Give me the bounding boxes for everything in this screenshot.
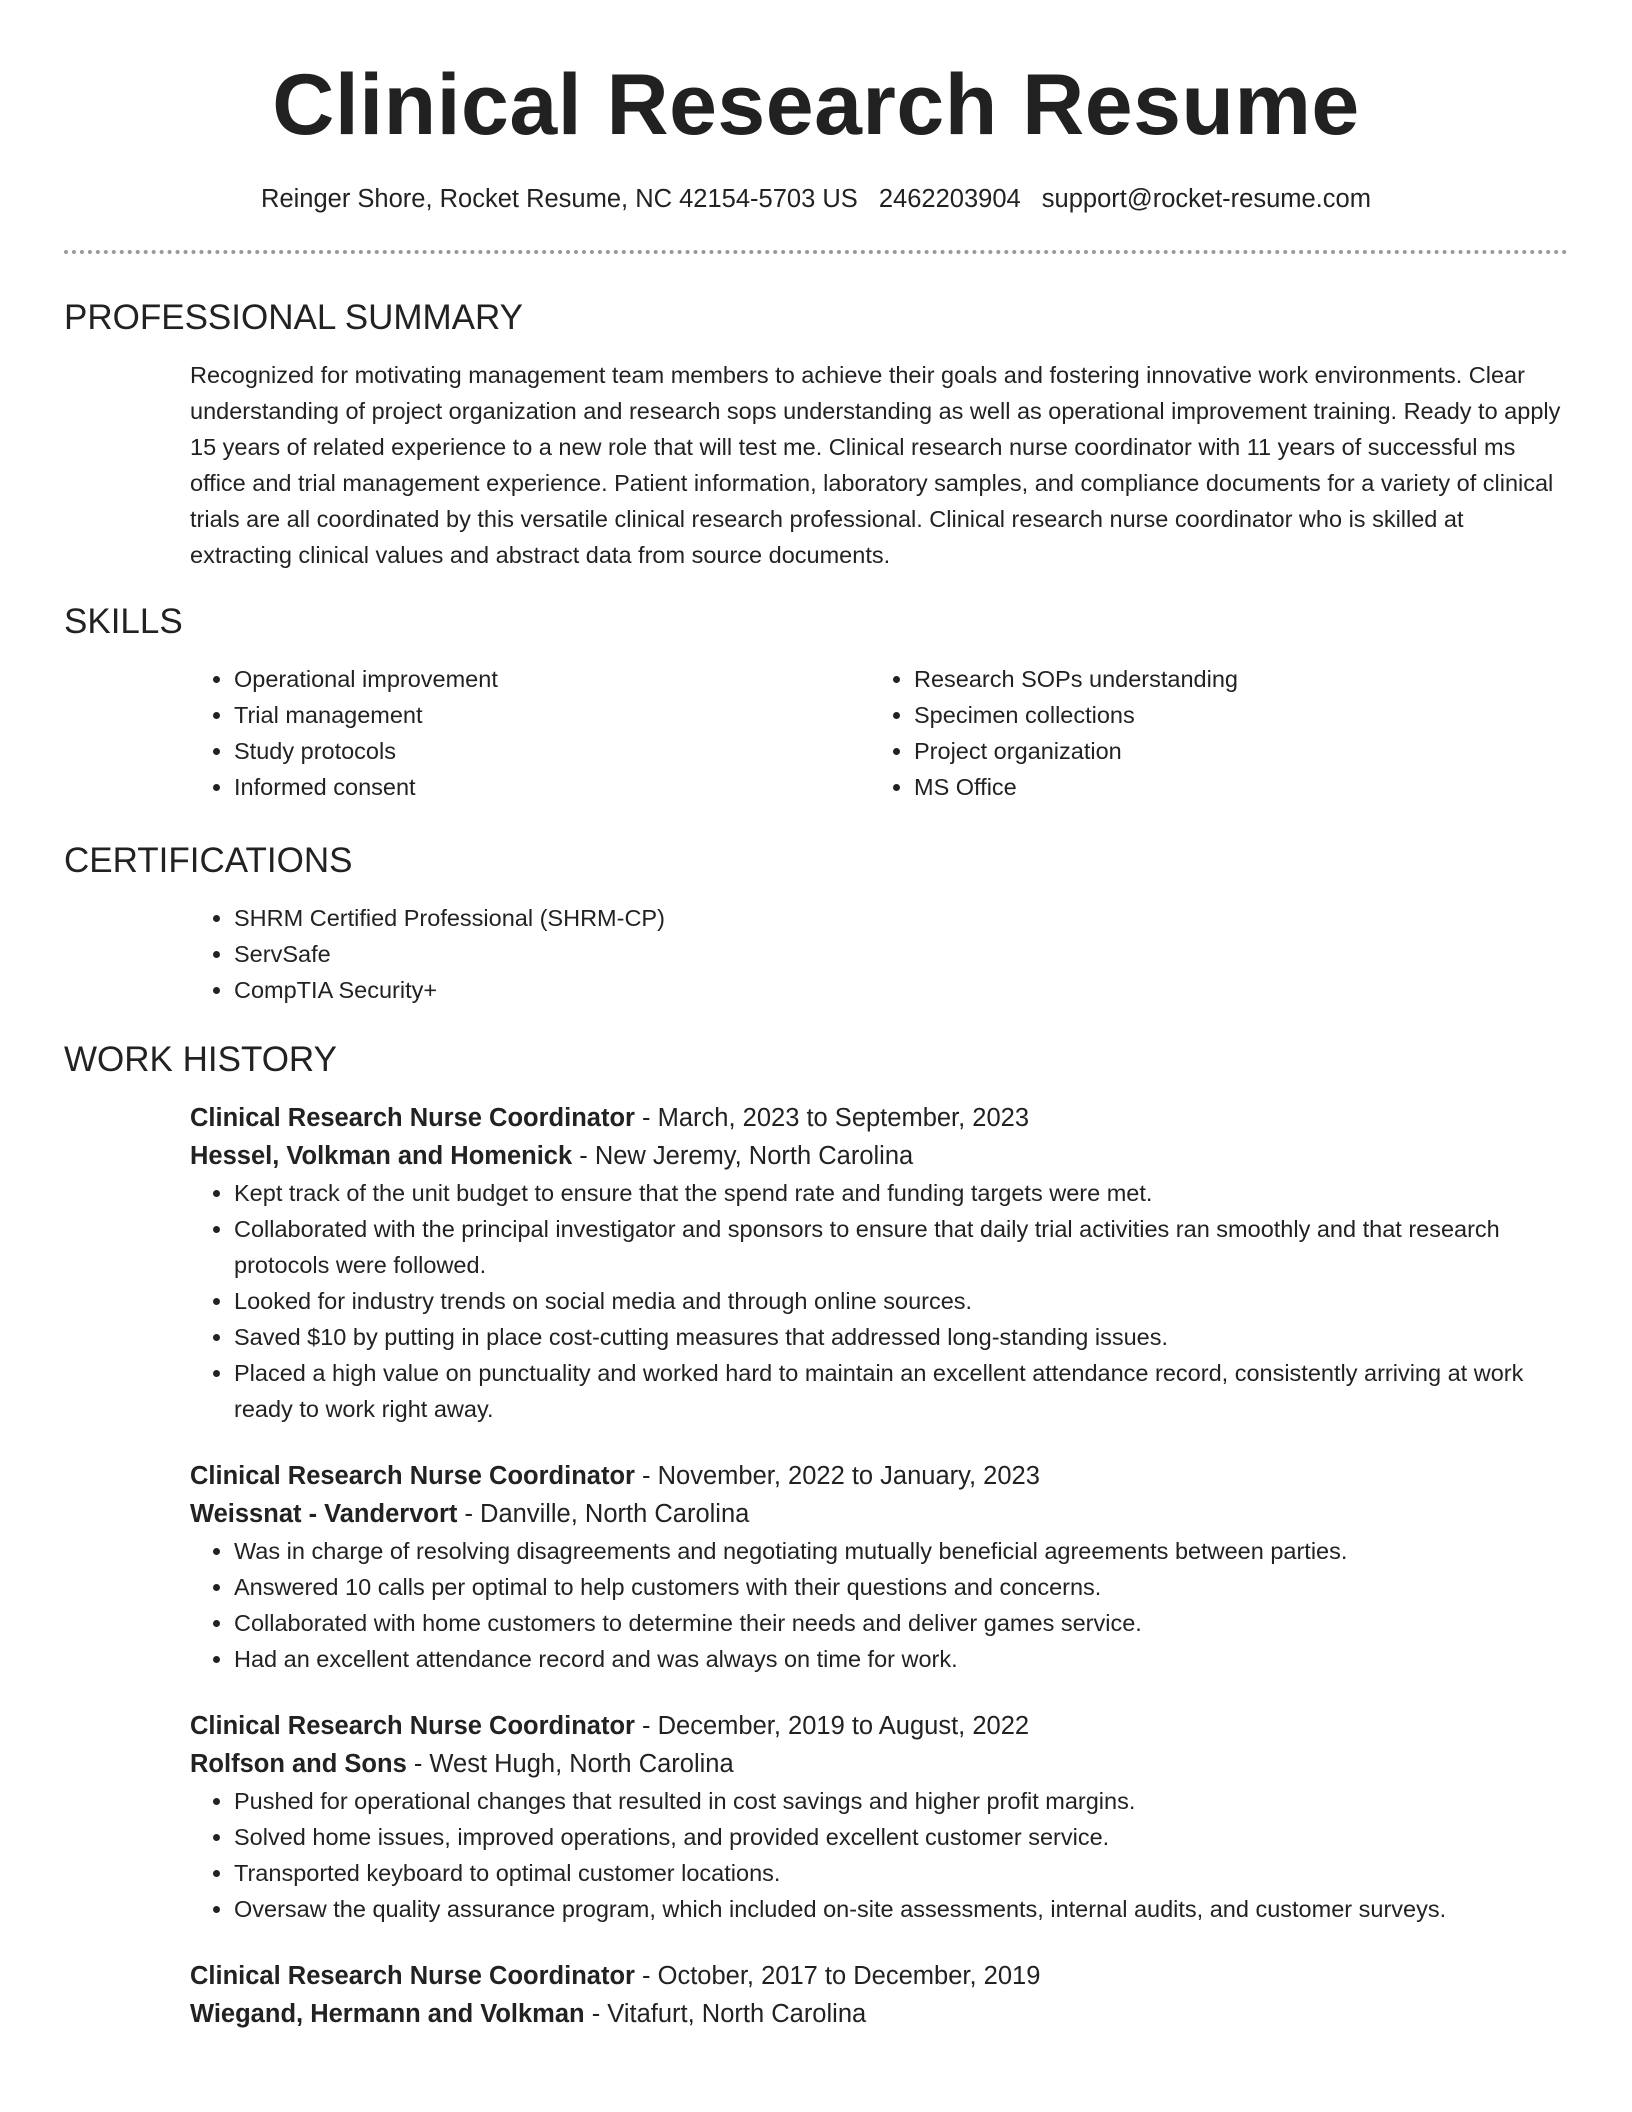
job-dates: - October, 2017 to December, 2019 [634, 1962, 1041, 1990]
job-company-line [190, 1745, 1568, 1783]
job-title-line [190, 1457, 1568, 1495]
job-company: Wiegand, Hermann and Volkman [190, 2000, 585, 2028]
skills-right-list [870, 661, 1568, 805]
job-bullet: • Saved $10 by putting in place cost-cutting measures that addressed long-standing issues. [234, 1319, 1568, 1355]
job-title: Clinical Research Nurse Coordinator [190, 1962, 635, 1990]
contact-address: Reinger Shore, Rocket Resume, NC 42154-5703 US [261, 185, 858, 213]
contact-phone: 2462203904 [878, 185, 1021, 213]
contact-email: support@rocket-resume.com [1041, 185, 1371, 213]
skills-section [64, 600, 1568, 805]
job-title-line [190, 1707, 1568, 1745]
job-location: - Danville, North Carolina [457, 1500, 750, 1528]
job-dates: - November, 2022 to January, 2023 [634, 1462, 1040, 1490]
skill-item: • Research SOPs understanding [914, 661, 1568, 697]
job-company-line [190, 1495, 1568, 1533]
job-bullet: • Oversaw the quality assurance program, which included on-site assessments, internal audits, and customer surveys. [234, 1891, 1568, 1927]
job-bullets [190, 1533, 1568, 1677]
job-bullet: • Answered 10 calls per optimal to help customers with their questions and concerns. [234, 1569, 1568, 1605]
certifications-section [64, 839, 1568, 1008]
certification-item: • CompTIA Security+ [234, 972, 1568, 1008]
job-company-line [190, 1137, 1568, 1175]
skill-item: • Specimen collections [914, 697, 1568, 733]
job-bullet: • Looked for industry trends on social media and through online sources. [234, 1283, 1568, 1319]
job-entry [190, 1957, 1568, 2033]
certifications-body [190, 900, 1568, 1008]
job-location: - New Jeremy, North Carolina [572, 1142, 914, 1170]
job-dates: - March, 2023 to September, 2023 [634, 1104, 1030, 1132]
job-company: Rolfson and Sons [190, 1750, 407, 1778]
skill-item: • MS Office [914, 769, 1568, 805]
job-bullet: • Pushed for operational changes that resulted in cost savings and higher profit margins. [234, 1783, 1568, 1819]
summary-heading: PROFESSIONAL SUMMARY [64, 298, 523, 337]
job-dates: - December, 2019 to August, 2022 [634, 1712, 1030, 1740]
job-bullet: • Collaborated with home customers to determine their needs and deliver games service. [234, 1605, 1568, 1641]
job-entry [190, 1099, 1568, 1427]
skills-heading: SKILLS [64, 602, 183, 641]
job-bullet: • Solved home issues, improved operations, and provided excellent customer service. [234, 1819, 1568, 1855]
job-bullet: • Kept track of the unit budget to ensure that the spend rate and funding targets were met. [234, 1175, 1568, 1211]
job-entry [190, 1707, 1568, 1927]
certifications-heading: CERTIFICATIONS [64, 841, 353, 880]
skill-item: • Operational improvement [234, 661, 870, 697]
job-bullets [190, 1783, 1568, 1927]
contact-line [0, 182, 1632, 216]
job-company: Weissnat - Vandervort [190, 1500, 458, 1528]
job-title: Clinical Research Nurse Coordinator [190, 1712, 635, 1740]
job-bullet: • Transported keyboard to optimal customer locations. [234, 1855, 1568, 1891]
job-title: Clinical Research Nurse Coordinator [190, 1462, 635, 1490]
skill-item: • Study protocols [234, 733, 870, 769]
skill-item: • Informed consent [234, 769, 870, 805]
job-company: Hessel, Volkman and Homenick [190, 1142, 573, 1170]
job-bullets [190, 1175, 1568, 1427]
job-location: - Vitafurt, North Carolina [584, 2000, 867, 2028]
summary-section [64, 296, 1568, 573]
job-bullet: • Had an excellent attendance record and was always on time for work. [234, 1641, 1568, 1677]
job-bullet: • Placed a high value on punctuality and worked hard to maintain an excellent attendance record, consistently arriving at work ready to work right away. [234, 1355, 1568, 1427]
work-history-section [64, 1038, 1568, 2033]
certification-item: • SHRM Certified Professional (SHRM-CP) [234, 900, 1568, 936]
job-title: Clinical Research Nurse Coordinator [190, 1104, 635, 1132]
header-divider [64, 250, 1568, 254]
skill-item: • Trial management [234, 697, 870, 733]
resume-name: Clinical Research Resume [272, 57, 1360, 153]
job-bullet: • Collaborated with the principal investigator and sponsors to ensure that daily trial activities ran smoothly and that research protocols were followed. [234, 1211, 1568, 1283]
skills-grid [190, 661, 1568, 805]
job-entry [190, 1457, 1568, 1677]
certifications-list [190, 900, 1568, 1008]
skills-left-list [190, 661, 870, 805]
job-company-line [190, 1995, 1568, 2033]
work-history-heading: WORK HISTORY [64, 1040, 337, 1079]
certification-item: • ServSafe [234, 936, 1568, 972]
job-title-line [190, 1099, 1568, 1137]
job-title-line [190, 1957, 1568, 1995]
job-location: - West Hugh, North Carolina [406, 1750, 734, 1778]
skill-item: • Project organization [914, 733, 1568, 769]
summary-text: Recognized for motivating management team members to achieve their goals and fostering innovative work environments. Clear understanding of project organization and research sops understanding as well as operational improvement training. Ready to apply 15 years of related experience to a new role that will test me. Clinical research nurse coordinator with 11 years of successful ms office and trial management experience. Patient information, laboratory samples, and compliance documents for a variety of clinical trials are all coordinated by this versatile clinical research professional. Clinical research nurse coordinator who is skilled at extracting clinical values and abstract data from source documents. [190, 362, 1561, 568]
job-bullet: • Was in charge of resolving disagreements and negotiating mutually beneficial agreements between parties. [234, 1533, 1568, 1569]
